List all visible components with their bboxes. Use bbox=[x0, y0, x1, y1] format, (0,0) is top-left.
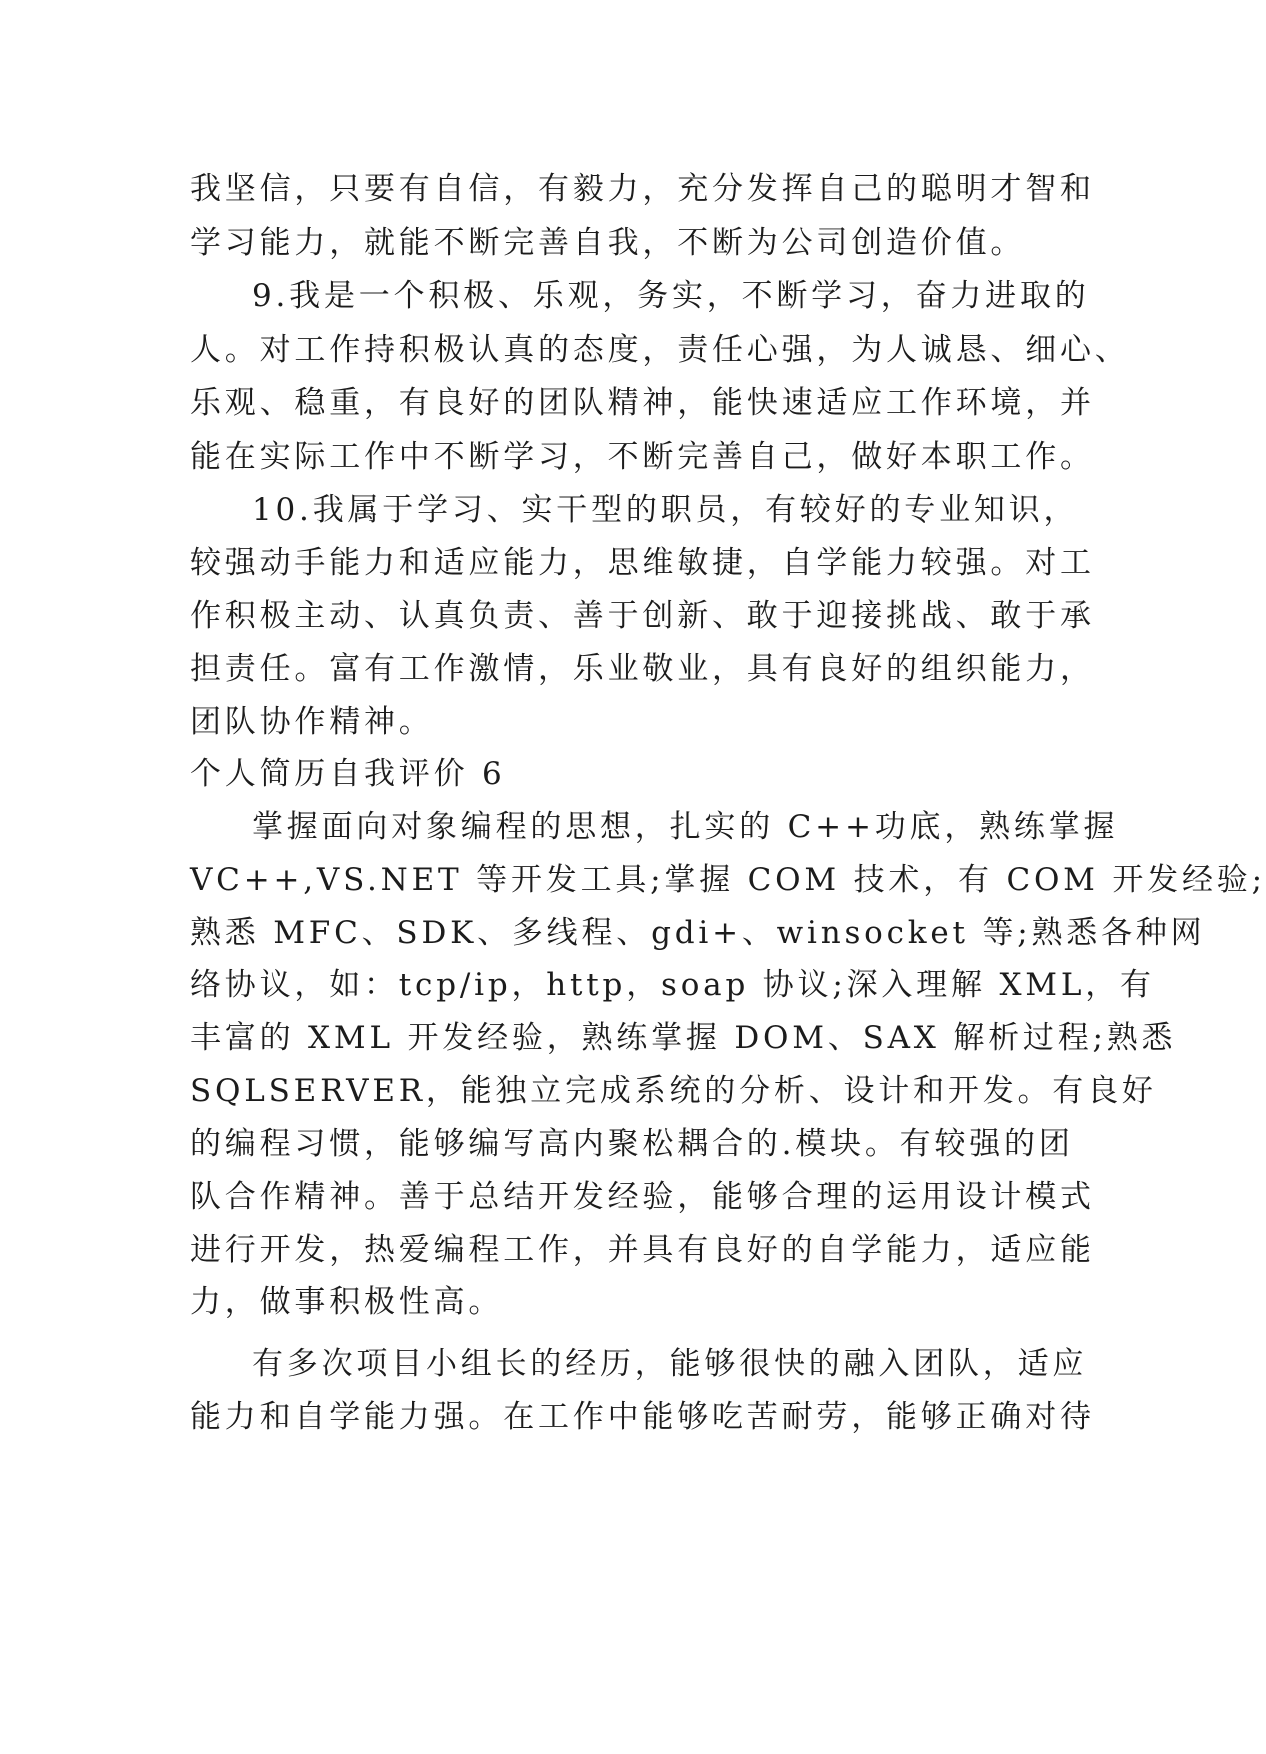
text-line: 团队协作精神。 bbox=[190, 704, 434, 740]
text-line: 力，做事积极性高。 bbox=[190, 1284, 504, 1320]
text-line: 的编程习惯，能够编写高内聚松耦合的.模块。有较强的团 bbox=[190, 1126, 1074, 1162]
paragraph-first-line: 有多次项目小组长的经历，能够很快的融入团队，适应 bbox=[252, 1346, 1088, 1382]
text-line: 担责任。富有工作激情，乐业敬业，具有良好的组织能力， bbox=[190, 651, 1095, 687]
text-line: 作积极主动、认真负责、善于创新、敢于迎接挑战、敢于承 bbox=[190, 598, 1095, 634]
text-line: 乐观、稳重，有良好的团队精神，能快速适应工作环境，并 bbox=[190, 385, 1095, 421]
text-line: 熟悉 MFC、SDK、多线程、gdi+、winsocket 等;熟悉各种网 bbox=[190, 915, 1206, 951]
text-line: 我坚信，只要有自信，有毅力，充分发挥自己的聪明才智和 bbox=[190, 171, 1095, 207]
text-line: 络协议，如：tcp/ip，http，soap 协议;深入理解 XML，有 bbox=[190, 967, 1155, 1003]
section-heading: 个人简历自我评价 6 bbox=[190, 756, 506, 792]
paragraph-first-line: 掌握面向对象编程的思想，扎实的 C++功底，熟练掌握 bbox=[252, 809, 1119, 845]
text-line: 进行开发，热爱编程工作，并具有良好的自学能力，适应能 bbox=[190, 1232, 1095, 1268]
text-line: 丰富的 XML 开发经验，熟练掌握 DOM、SAX 解析过程;熟悉 bbox=[190, 1020, 1177, 1056]
text-line: 学习能力，就能不断完善自我，不断为公司创造价值。 bbox=[190, 225, 1026, 261]
paragraph-10-first-line: 10.我属于学习、实干型的职员，有较好的专业知识， bbox=[252, 492, 1079, 528]
text-line: 能力和自学能力强。在工作中能够吃苦耐劳，能够正确对待 bbox=[190, 1399, 1095, 1435]
text-line: 能在实际工作中不断学习，不断完善自己，做好本职工作。 bbox=[190, 439, 1095, 475]
text-line: 队合作精神。善于总结开发经验，能够合理的运用设计模式 bbox=[190, 1179, 1095, 1215]
paragraph-9-first-line: 9.我是一个积极、乐观，务实，不断学习，奋力进取的 bbox=[252, 278, 1090, 314]
text-line: 较强动手能力和适应能力，思维敏捷，自学能力较强。对工 bbox=[190, 545, 1095, 581]
text-line: VC++,VS.NET 等开发工具;掌握 COM 技术，有 COM 开发经验; bbox=[190, 862, 1266, 898]
text-line: 人。对工作持积极认真的态度，责任心强，为人诚恳、细心、 bbox=[190, 332, 1130, 368]
text-line: SQLSERVER，能独立完成系统的分析、设计和开发。有良好 bbox=[190, 1073, 1157, 1109]
